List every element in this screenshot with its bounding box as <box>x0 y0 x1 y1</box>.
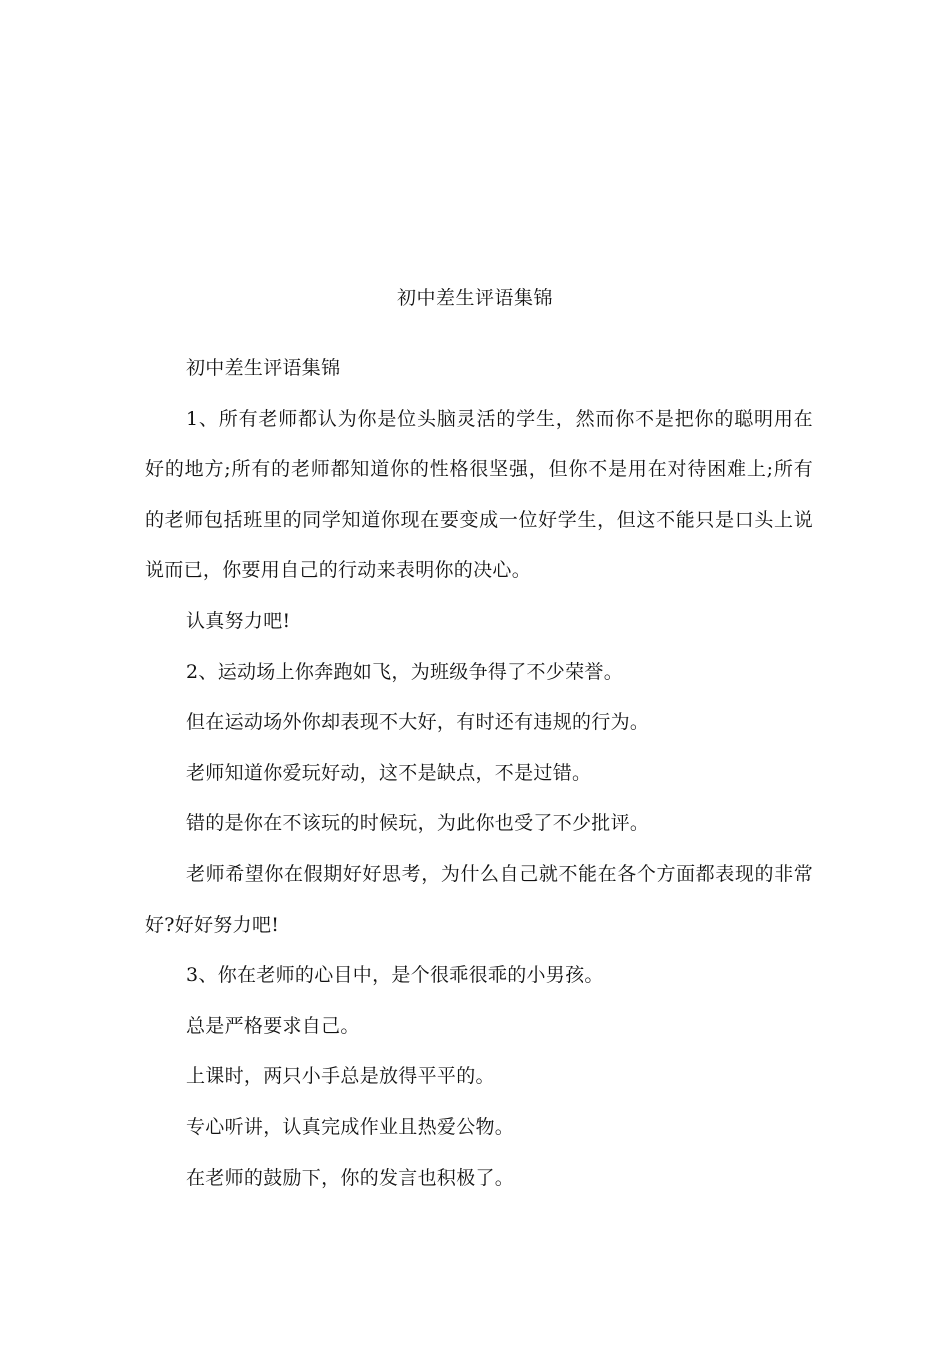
paragraph-comment-3-b: 总是严格要求自己。 <box>186 1014 360 1037</box>
paragraph-comment-2: 2、运动场上你奔跑如飞，为班级争得了不少荣誉。 <box>186 660 623 683</box>
paragraph-comment-2-e: 老师希望你在假期好好思考，为什么自己就不能在各个方面都表现的非常好?好好努力吧! <box>145 862 813 936</box>
paragraph-comment-3-d: 专心听讲，认真完成作业且热爱公物。 <box>186 1115 515 1138</box>
document-title: 初中差生评语集锦 <box>396 287 553 309</box>
paragraph-comment-3-e: 在老师的鼓励下，你的发言也积极了。 <box>186 1166 515 1189</box>
paragraph-comment-2-b: 但在运动场外你却表现不大好，有时还有违规的行为。 <box>186 711 650 734</box>
paragraph-comment-3: 3、你在老师的心目中，是个很乖很乖的小男孩。 <box>186 964 604 987</box>
paragraph-comment-2-d: 错的是你在不该玩的时候玩，为此你也受了不少批评。 <box>186 812 650 835</box>
paragraph-comment-3-c: 上课时，两只小手总是放得平平的。 <box>186 1065 495 1088</box>
paragraph-subtitle: 初中差生评语集锦 <box>186 357 341 379</box>
paragraph-comment-2-c: 老师知道你爱玩好动，这不是缺点，不是过错。 <box>186 761 592 784</box>
paragraph-comment-1-end: 认真努力吧! <box>186 609 291 632</box>
paragraph-comment-1: 1、所有老师都认为你是位头脑灵活的学生，然而你不是把你的聪明用在好的地方;所有的老师都知道你的性格很坚强，但你不是用在对待困难上;所有的老师包括班里的同学知道你现在要变成一位好学生，但这不能只是口头上说说而已，你要用自己的行动来表明你的决心。 <box>145 407 813 582</box>
document-body <box>145 343 813 1203</box>
